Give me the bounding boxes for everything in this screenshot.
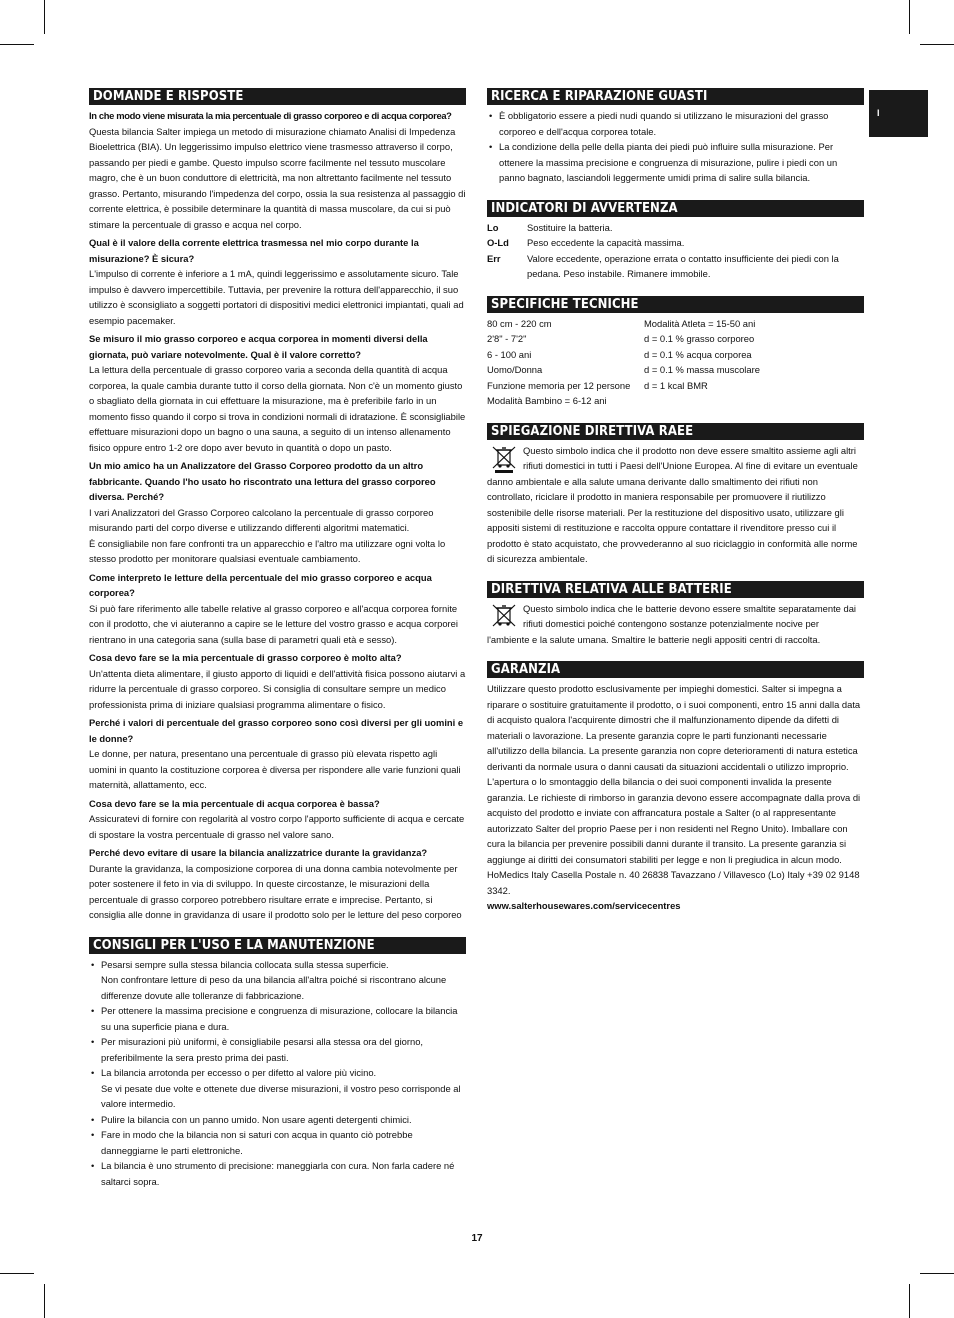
spec-value: Uomo/Donna bbox=[487, 364, 543, 375]
qa-answer: L'impulso di corrente è inferiore a 1 mA, quindi leggerissimo e assolutamente sicuro. Tale impulso è davvero impercettibile. Tuttavia, per prevenire la rottura dell'apparecchio, il suo utilizzo è sconsigliato a soggetti portatori di dispositivi medici elettronici impiantati, quali ad esempio pacemaker. bbox=[89, 268, 464, 326]
warranty-text: Utilizzare questo prodotto esclusivamente per impieghi domestici. Salter si impegna a riparare o sostituire gratuitamente il prodotto, o i suoi componenti, entro 15 anni dalla data di acquisto qualora l'acquirente dimostri che il malfunzionamento dipende da difetti di materiali o lavorazione. La presente garanzia copre le parti funzionanti necessarie all'utilizzo della bilancia. La presente garanzia non copre deterioramenti di natura estetica derivanti da normale usura o danni causati da situazioni accidentali o utilizzo improprio. L'apertura o lo smontaggio della bilancia o dei suoi componenti invalida la presente garanzia. Le richieste di rimborso in garanzia devono essere accompagnate dalla prova di acquisto del prodotto e inviate con affrancatura postale a Salter (o al rappresentante autorizzato Salter del proprio Paese per i non residenti nel Regno Unito). Imballare con cura la bilancia per prevenire possibili danni durante il transito. La presente garanzia si aggiunge ai diritti dei consumatori stabiliti per legge e non li pregiudica in alcun modo. HoMedics Italy Casella Postale n. 40 26838 Tavazzano / Villavesco (Lo) Italy +39 02 9148 3342. bbox=[487, 683, 861, 896]
warnings-heading: INDICATORI DI AVVERTENZA bbox=[487, 200, 864, 217]
right-column bbox=[487, 88, 864, 928]
qa-question: Come interpreto le letture della percentuale del mio grasso corporeo e acqua corporea? bbox=[89, 571, 432, 598]
qa-list bbox=[89, 108, 466, 923]
language-tab-label: I bbox=[877, 108, 880, 118]
qa-answer: Questa bilancia Salter impiega un metodo di misurazione chiamato Analisi di Impedenza Bioelettrica (BIA). Un leggerissimo impulso elettrico viene trasmesso attraverso il corpo, passando per piedi e gambe. Questo impulso scorre facilmente nel tessuto muscolare magro, che è un buon conduttore di elettricità, ma non altrettanto facilmente nel tessuto grasso. Pertanto, misurando l'impedenza del corpo, ossia la sua resistenza al passaggio di corrente elettrica, è possibile determinare la quantità di massa muscolare, da cui si può stimare la percentuale di grasso e acqua nel corpo. bbox=[89, 125, 466, 230]
specs-heading: SPECIFICHE TECNICHE bbox=[487, 296, 864, 313]
list-item: • La bilancia è uno strumento di precisione: maneggiarla con cura. Non farla cadere né saltarci sopra. bbox=[89, 1158, 466, 1189]
battery-text: Questo simbolo indica che le batterie devono essere smaltite separatamente dai rifiuti domestici poiché contengono sostanze potenzialmente nocive per l'ambiente e la salute umana. Smaltire le batterie negli appositi centri di raccolta. bbox=[487, 602, 857, 645]
spec-value: d = 0.1 % acqua corporea bbox=[644, 348, 752, 360]
qa-answer: La lettura della percentuale di grasso corporeo varia a seconda della quantità di acqua corporea, la quale cambia durante tutto il corso della giornata. Non c'è un momento giusto o sbagliato della giornata in cui effettuare la misurazione, ma è preferibile farlo in un momento fisso quando il corpo si trova in condizioni normali di idratazione. È sconsigliabile effettuare misurazioni dopo un bagno o una sauna, a seguito di un intenso allenamento fisico oppure entro 1-2 ore dopo aver bevuto in quantità o dopo un pasto. bbox=[89, 364, 466, 453]
list-item: • È obbligatorio essere a piedi nudi quando si utilizzano le misurazioni del grasso corporeo e dell'acqua corporea totale. bbox=[487, 108, 864, 139]
crop-mark bbox=[920, 1273, 954, 1274]
crop-mark bbox=[0, 44, 34, 45]
warning-code: O-Ld bbox=[487, 237, 509, 248]
specs-column bbox=[487, 316, 644, 409]
list-item: • La condizione della pelle della pianta dei piedi può influire sulla misurazione. Per ottenere la massima precisione e congruenza di misurazione, pulire i piedi con un panno bagnato, lasciandoli leggermente umidi prima di salire sulla bilancia. bbox=[487, 139, 864, 186]
crop-mark bbox=[44, 1284, 45, 1318]
warning-text: Peso eccedente la capacità massima. bbox=[527, 237, 685, 248]
left-column bbox=[89, 88, 466, 1203]
spec-value: d = 0.1 % grasso corporeo bbox=[644, 333, 755, 344]
qa-question: Se misuro il mio grasso corporeo e acqua corporea in momenti diversi della giornata, può variare notevolmente. Qual è il valore corretto? bbox=[89, 333, 428, 360]
list-item: • Per ottenere la massima precisione e congruenza di misurazione, collocare la bilancia su una superficie piana e dura. bbox=[89, 1003, 466, 1034]
spec-value: Modalità Bambino = 6-12 ani bbox=[487, 395, 607, 406]
page-number: 17 bbox=[471, 1233, 483, 1244]
qa-question: In che modo viene misurata la mia percentuale di grasso corporeo e di acqua corporea? bbox=[89, 110, 452, 121]
spec-value: d = 1 kcal BMR bbox=[644, 379, 708, 391]
list-item: • Fare in modo che la bilancia non si saturi con acqua in quanto ciò potrebbe danneggiarne le parti elettroniche. bbox=[89, 1127, 466, 1158]
specs-section bbox=[487, 296, 864, 409]
service-centres-link[interactable]: www.salterhousewares.com/servicecentres bbox=[487, 900, 681, 911]
qa-question: Cosa devo fare se la mia percentuale di grasso corporeo è molto alta? bbox=[89, 652, 402, 663]
spec-value: d = 0.1 % massa muscolare bbox=[644, 364, 760, 375]
troubleshooting-section bbox=[487, 88, 864, 186]
crop-mark bbox=[909, 1284, 910, 1318]
list-item: • Pesarsi sempre sulla stessa bilancia collocata sulla stessa superficie. Non confrontare letture di peso da una bilancia all'altra poiché si riscontrano alcune differenze dovute alle tolleranze di fabbricazione. bbox=[89, 957, 466, 1004]
care-section bbox=[89, 937, 466, 1190]
care-list bbox=[89, 957, 466, 1190]
specs-column bbox=[644, 316, 864, 409]
warning-text: Valore eccedente, operazione errata o contatto insufficiente dei piedi con la pedana. Peso instabile. Rimanere immobile. bbox=[527, 252, 839, 279]
qa-question: Un mio amico ha un Analizzatore del Grasso Corporeo prodotto da un altro fabbricante. Quando l'ho usato ho riscontrato una lettura del grasso corporeo diversa. Perché? bbox=[89, 460, 436, 502]
crossed-bin-icon bbox=[489, 601, 519, 631]
list-item: • La bilancia arrotonda per eccesso o per difetto al valore più vicino. Se vi pesate due volte e ottenete due diverse misurazioni, il vostro peso corrisponde al valore intermedio. bbox=[89, 1065, 466, 1112]
warning-row bbox=[487, 251, 864, 282]
warranty-section bbox=[487, 661, 864, 914]
qa-answer: I vari Analizzatori del Grasso Corporeo calcolano la percentuale di grasso corporeo misurando parti del corpo diverse e utilizzando differenti algoritmi matematici. È consigliabile non fare confronti tra un apparecchio e l'altro ma utilizzare ogni volta lo stesso prodotto per monitorare qualsiasi eventuale cambiamento. bbox=[89, 506, 446, 564]
warning-row bbox=[487, 235, 864, 251]
qa-question: Perché i valori di percentuale del grasso corporeo sono così diversi per gli uomini e le donne? bbox=[89, 717, 464, 744]
warning-code: Lo bbox=[487, 221, 499, 233]
troubleshooting-heading: RICERCA E RIPARAZIONE GUASTI bbox=[487, 88, 864, 105]
spec-value: 2'8" - 7'2" bbox=[487, 333, 527, 344]
troubleshooting-list bbox=[487, 108, 864, 186]
qa-answer: Durante la gravidanza, la composizione corporea di una donna cambia notevolmente per poter sostenere il feto in via di sviluppo. In queste circostanze, le misurazioni della percentuale di grasso corporeo potrebbero risultare errate e imprecise. Pertanto, si consiglia alle donne in gravidanza di usare il prodotto solo per le letture del peso corporeo bbox=[89, 862, 462, 920]
qa-question: Perché devo evitare di usare la bilancia analizzatrice durante la gravidanza? bbox=[89, 847, 428, 858]
warning-text: Sostituire la batteria. bbox=[527, 221, 613, 233]
qa-section bbox=[89, 88, 466, 923]
battery-heading: DIRETTIVA RELATIVA ALLE BATTERIE bbox=[487, 581, 864, 598]
list-item: • Per misurazioni più uniformi, è consigliabile pesarsi alla stessa ora del giorno, preferibilmente la sera presto prima dei pasti. bbox=[89, 1034, 466, 1065]
warning-row bbox=[487, 220, 864, 236]
care-heading: CONSIGLI PER L'USO E LA MANUTENZIONE bbox=[89, 937, 466, 954]
spec-value: Funzione memoria per 12 persone bbox=[487, 379, 631, 391]
specs-grid bbox=[487, 316, 864, 409]
warning-code: Err bbox=[487, 252, 501, 264]
crop-mark bbox=[920, 44, 954, 45]
qa-answer: Assicuratevi di fornire con regolarità al vostro corpo l'apporto sufficiente di acqua e cercate di spostare la vostra percentuale di grasso nel valore sano. bbox=[89, 813, 465, 840]
list-item: • Pulire la bilancia con un panno umido. Non usare agenti detergenti chimici. bbox=[89, 1112, 466, 1128]
crop-mark bbox=[909, 0, 910, 34]
language-tab bbox=[869, 90, 928, 137]
crossed-bin-icon bbox=[489, 443, 519, 473]
weee-section bbox=[487, 423, 864, 567]
warranty-heading: GARANZIA bbox=[487, 661, 864, 678]
qa-question: Qual è il valore della corrente elettrica trasmessa nel mio corpo durante la misurazione? È sicura? bbox=[89, 237, 419, 264]
crop-mark bbox=[0, 1273, 34, 1274]
qa-answer: Le donne, per natura, presentano una percentuale di grasso più elevata rispetto agli uomini in quanto la costituzione corporea è diversa per rispondere alle varie funzioni quali maternità, allattamento, ecc. bbox=[89, 748, 461, 790]
spec-value: 6 - 100 ani bbox=[487, 348, 532, 360]
qa-heading: DOMANDE E RISPOSTE bbox=[89, 88, 466, 105]
warnings-section bbox=[487, 200, 864, 282]
crop-mark bbox=[44, 0, 45, 34]
qa-answer: Si può fare riferimento alle tabelle relative al grasso corporeo e all'acqua corporea fornite con il prodotto, che vi aiuteranno a capire se le letture del vostro grasso e acqua corporei rientrano in una categoria sana (sulla base di parametri quali età e sesso). bbox=[89, 602, 458, 645]
spec-value: 80 cm - 220 cm bbox=[487, 317, 552, 329]
spec-value: Modalità Atleta = 15-50 ani bbox=[644, 317, 756, 329]
weee-heading: SPIEGAZIONE DIRETTIVA RAEE bbox=[487, 423, 864, 440]
weee-text: Questo simbolo indica che il prodotto non deve essere smaltito assieme agli altri rifiuti domestici in tutti i Paesi dell'Unione Europea. Al fine di evitare un eventuale danno ambientale e alla salute umana derivante dallo smaltimento dei rifiuti non controllato, riciclare il prodotto in maniera responsabile per promuovere il riutilizzo sostenibile delle risorse materiali. Per la restituzione del dispositivo usato, utilizzare gli appositi sistemi di restituzione e raccolta oppure contattare il rivenditore presso cui il prodotto è stato acquistato, che provvederanno al suo riciclaggio in conformità alle norme di sicurezza ambientale. bbox=[487, 444, 858, 564]
qa-question: Cosa devo fare se la mia percentuale di acqua corporea è bassa? bbox=[89, 797, 380, 809]
qa-answer: Un'attenta dieta alimentare, il giusto apporto di liquidi e dell'attività fisica possono aiutarvi a ridurre la percentuale di grasso corporeo. Si consiglia di consultare sempre un medico professionista prima di iniziare qualsiasi programma alimentare o fisico. bbox=[89, 667, 466, 710]
battery-section bbox=[487, 581, 864, 648]
